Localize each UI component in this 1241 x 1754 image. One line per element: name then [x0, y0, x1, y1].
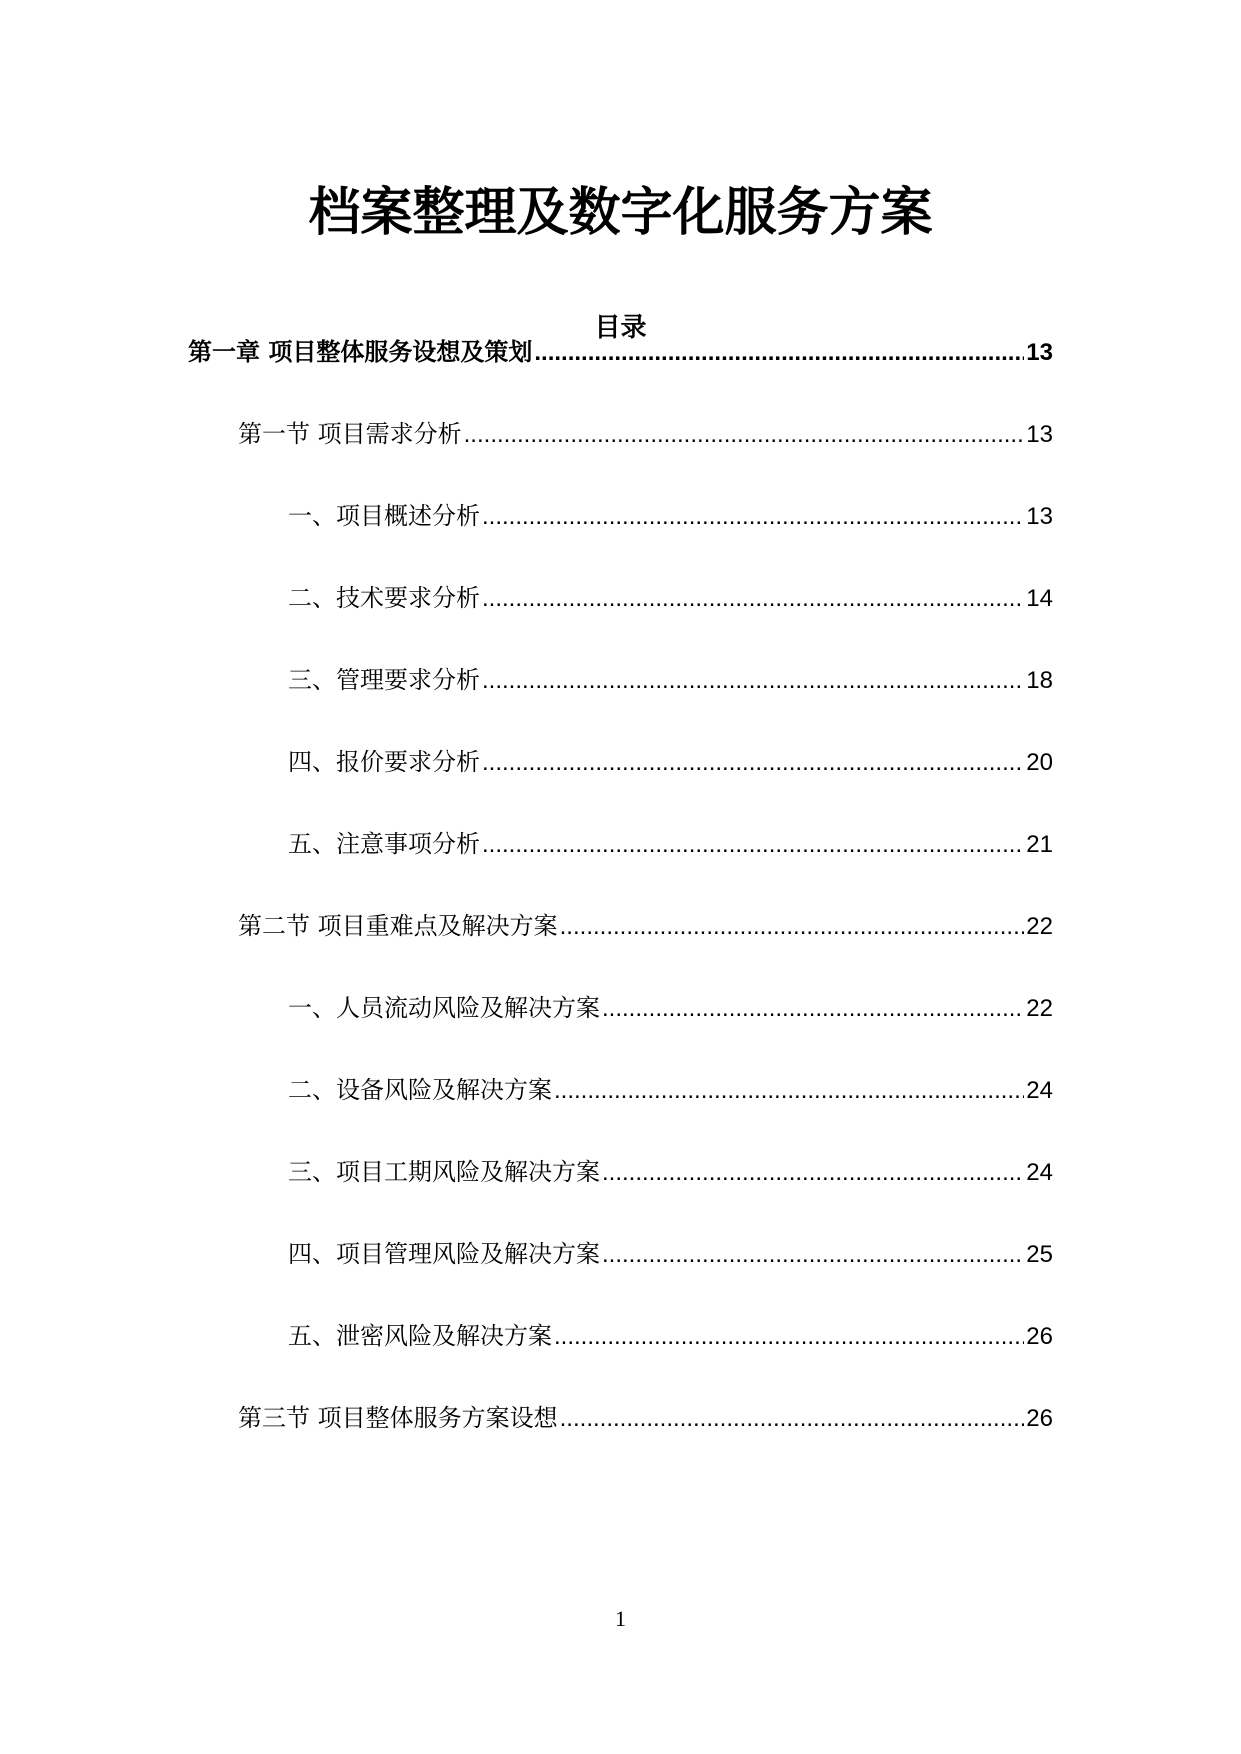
- toc-dot-leader: [482, 743, 1024, 783]
- toc-entry-label: 五、泄密风险及解决方案: [288, 1322, 552, 1350]
- toc-entry-page: 18: [1026, 667, 1053, 694]
- toc-dot-leader: [482, 497, 1024, 537]
- toc-dot-leader: [560, 907, 1025, 947]
- toc-entry-section-2[interactable]: [238, 906, 1053, 946]
- toc-dot-leader: [554, 1071, 1024, 1111]
- toc-entry-label: 三、项目工期风险及解决方案: [288, 1158, 600, 1186]
- toc-entry-page: 21: [1026, 831, 1053, 858]
- toc-entry-chapter-1[interactable]: [188, 332, 1053, 372]
- toc-dot-leader: [602, 1153, 1024, 1193]
- toc-entry-subsection[interactable]: [288, 578, 1053, 618]
- toc-entry-label: 一、项目概述分析: [288, 502, 480, 530]
- toc-dot-leader: [560, 1399, 1025, 1439]
- toc-entry-label: 第三节 项目整体服务方案设想: [238, 1404, 558, 1432]
- toc-dot-leader: [534, 333, 1024, 373]
- toc-entry-page: 13: [1026, 339, 1053, 366]
- page-number: 1: [615, 1606, 626, 1631]
- toc-entry-section-1[interactable]: [238, 414, 1053, 454]
- toc-dot-leader: [602, 989, 1024, 1029]
- toc-entry-page: 14: [1026, 585, 1053, 612]
- toc-entry-page: 13: [1026, 421, 1053, 448]
- toc-entry-label: 第一节 项目需求分析: [238, 420, 462, 448]
- toc-entry-subsection[interactable]: [288, 1316, 1053, 1356]
- toc-entry-label: 第二节 项目重难点及解决方案: [238, 912, 558, 940]
- toc-entry-label: 四、报价要求分析: [288, 748, 480, 776]
- toc-heading: 目录: [594, 313, 647, 343]
- toc-entry-page: 26: [1026, 1405, 1053, 1432]
- toc-entry-label: 二、技术要求分析: [288, 584, 480, 612]
- toc-entry-page: 26: [1026, 1323, 1053, 1350]
- toc-entry-subsection[interactable]: [288, 742, 1053, 782]
- toc-dot-leader: [482, 825, 1024, 865]
- toc-entry-label: 二、设备风险及解决方案: [288, 1076, 552, 1104]
- toc-dot-leader: [464, 415, 1025, 455]
- toc-entry-subsection[interactable]: [288, 988, 1053, 1028]
- toc-entry-page: 25: [1026, 1241, 1053, 1268]
- toc-entry-label: 四、项目管理风险及解决方案: [288, 1240, 600, 1268]
- toc-entry-label: 三、管理要求分析: [288, 666, 480, 694]
- toc-dot-leader: [602, 1235, 1024, 1275]
- toc-entry-subsection[interactable]: [288, 824, 1053, 864]
- toc-entry-subsection[interactable]: [288, 1152, 1053, 1192]
- toc-entry-page: 24: [1026, 1159, 1053, 1186]
- toc-entry-subsection[interactable]: [288, 1070, 1053, 1110]
- toc-dot-leader: [482, 579, 1024, 619]
- toc-entry-subsection[interactable]: [288, 660, 1053, 700]
- toc-entry-label: 一、人员流动风险及解决方案: [288, 994, 600, 1022]
- toc-entry-page: 22: [1026, 913, 1053, 940]
- toc-entry-page: 22: [1026, 995, 1053, 1022]
- toc-entry-subsection[interactable]: [288, 1234, 1053, 1274]
- toc-entry-page: 20: [1026, 749, 1053, 776]
- toc-entry-page: 13: [1026, 503, 1053, 530]
- toc-entry-page: 24: [1026, 1077, 1053, 1104]
- document-title: 档案整理及数字化服务方案: [308, 183, 933, 243]
- toc-dot-leader: [554, 1317, 1024, 1357]
- toc-entry-subsection[interactable]: [288, 496, 1053, 536]
- toc-dot-leader: [482, 661, 1024, 701]
- toc-entry-section-3[interactable]: [238, 1398, 1053, 1438]
- toc-entry-label: 五、注意事项分析: [288, 830, 480, 858]
- toc-entry-label: 第一章 项目整体服务设想及策划: [188, 338, 533, 366]
